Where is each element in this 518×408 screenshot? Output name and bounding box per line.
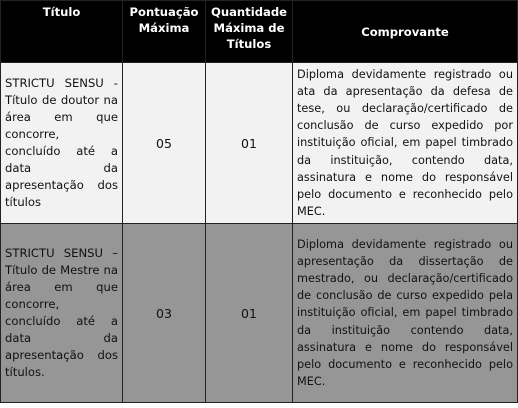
row-proof: Diploma devidamente registrado ou ata da apresentação da defesa de tese, ou declaração/certificado de conclusão de curso expedido por instituição oficial, em papel timbrado da instituição, contendo data, assinatura e nome do responsável pelo documento e reconhecido pelo MEC.: [293, 63, 518, 224]
row-proof: Diploma devidamente registrado ou apresentação da dissertação de mestrado, ou declaração/certificado de conclusão de curso expedido pela instituição oficial, em papel timbrado da instituição contendo data, assinatura e nome do responsável pelo documento e reconhecido pelo MEC.: [293, 224, 518, 403]
row-quantity: 01: [206, 224, 293, 403]
header-row: [1, 1, 518, 63]
table-row: [1, 224, 518, 403]
header-quantity: Quantidade Máxima de Títulos: [206, 1, 293, 63]
row-title: STRICTU SENSU – Título de Mestre na área em que concorre, concluído até a data da apresentação dos títulos.: [1, 224, 123, 403]
header-proof: Comprovante: [293, 1, 518, 63]
table-row: [1, 63, 518, 224]
header-title: Título: [1, 1, 123, 63]
row-points: 05: [123, 63, 206, 224]
row-points: 03: [123, 224, 206, 403]
header-points: Pontuação Máxima: [123, 1, 206, 63]
row-title: STRICTU SENSU - Título de doutor na área em que concorre, concluído até a data da apresentação dos títulos: [1, 63, 123, 224]
row-quantity: 01: [206, 63, 293, 224]
table-header: [1, 1, 518, 63]
table-body: [1, 63, 518, 403]
